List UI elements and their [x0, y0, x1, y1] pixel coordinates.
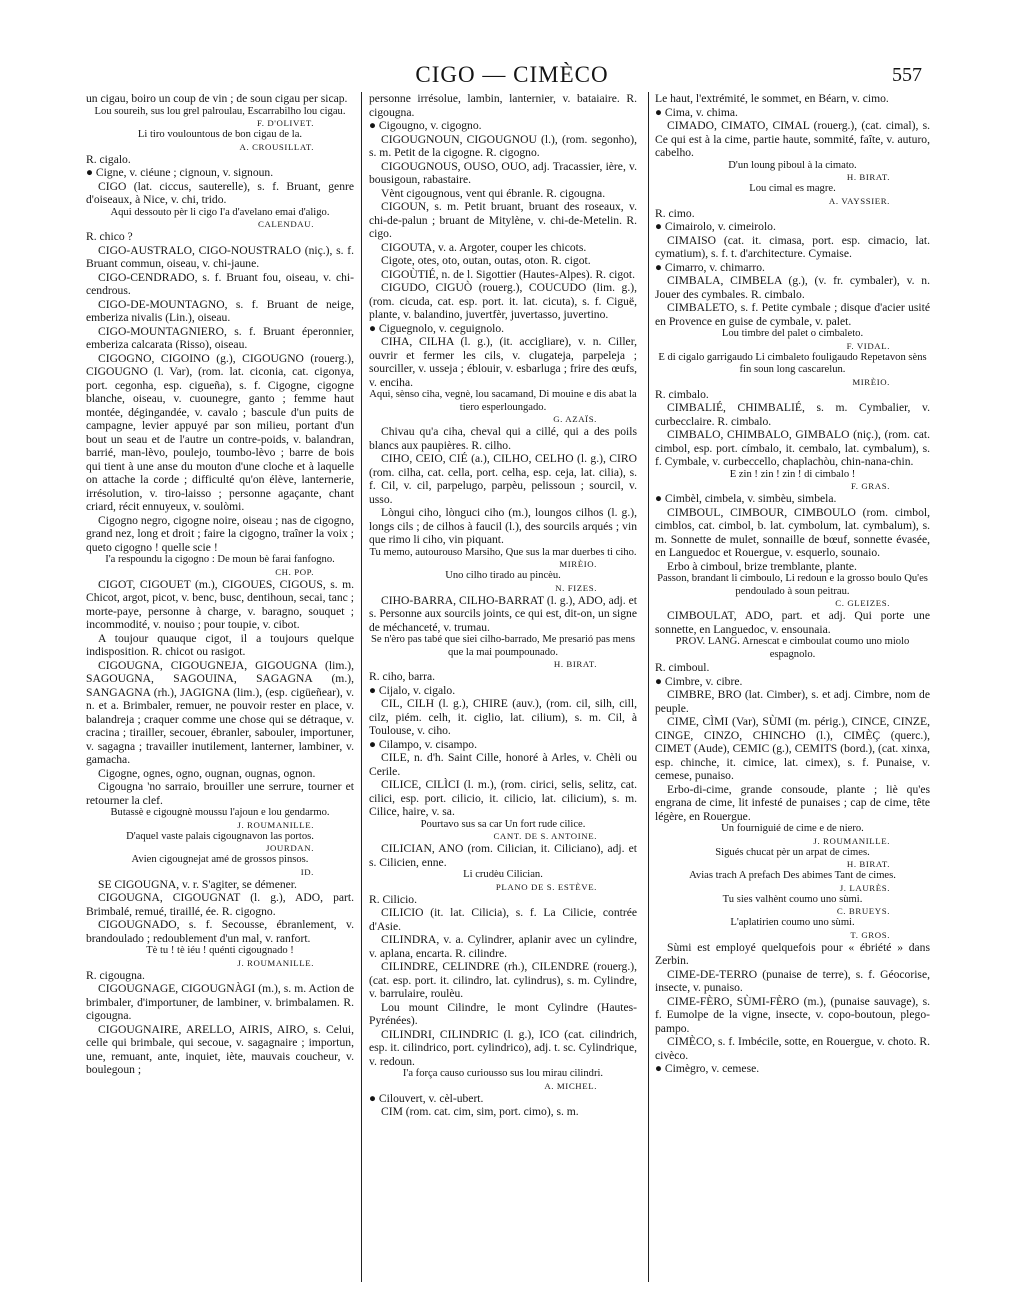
quotation: Un fourniguié de cime e de niero.: [721, 823, 864, 834]
dictionary-entry: Lou mount Cilindre, le mont Cylindre (Hautes-Pyrénées).: [369, 1000, 637, 1027]
quotation: Lou cimal es magre.: [749, 183, 836, 194]
dictionary-entry: Cigougna 'no sarraio, brouiller une serrure, tourner et retourner la clef.: [86, 780, 354, 807]
dictionary-entry: SE CIGOUGNA, v. r. S'agiter, se démener.: [98, 877, 297, 891]
dictionary-entry: CIHA, CILHA (l. g.), (it. accigliare), v. n. Ciller, ouvrir et fermer les cils, v. clugateja, parpeleja ; sourciller, v. usseja ; éblouir, v. esbarluga ; frire des œufs, v. enciha.: [369, 335, 637, 389]
dictionary-entry: CIMBALO, CHIMBALO, GIMBALO (niç.), (rom. cat. cimbol, esp. port. címbalo, it. cembalo, lat. cymbalum), s. f. Cymbale, v. curbeccello, chaplachòu, chin-nana-chin.: [655, 428, 930, 468]
dictionary-entry: Chivau qu'a ciha, cheval qui a cillé, qui a des poils blancs aux paupières. R. cilho.: [369, 425, 637, 452]
quotation: Aqui, sènso ciha, vegnè, lou sacamand, Di mouine e dis abat la tiero esperloungado.: [369, 389, 637, 413]
etymology-reference: R. cimbalo.: [655, 387, 709, 401]
quotation: Tu sies valhènt coumo uno sùmi.: [722, 893, 863, 905]
quote-attribution: MIRÈIO.: [852, 376, 890, 387]
dictionary-entry: CIGOUGNA, CIGOUGNAT (l. g.), ADO, part. Brimbalé, remué, tiraillé, ée. R. cigogno.: [86, 891, 354, 918]
quotation: Lou timbre del palet o cimbaleto.: [721, 328, 864, 339]
cross-reference: ● Cilouvert, v. cèl-ubert.: [369, 1091, 484, 1105]
etymology-reference: R. ciho, barra.: [369, 670, 435, 683]
quotation: E di cigalo garrigaudo Li cimbaleto fouligaudo Repetavon sèns fin soun long cascarelun.: [658, 351, 927, 375]
dictionary-entry: CIMBALETO, s. f. Petite cymbale ; disque d'acier usité en Provence en guise de cymbale, v. palet.: [655, 301, 930, 328]
cross-reference: ● Cima, v. chima.: [655, 105, 738, 119]
column-divider: [648, 92, 649, 1282]
dictionary-entry: CIGOUN, s. m. Petit bruant, bruant des roseaux, v. chi-de-palun ; bruant de Mitylène, v. chi-de-Metelin. R. cigo.: [369, 200, 637, 240]
etymology-reference: R. chico ?: [86, 230, 133, 243]
dictionary-entry: CIGOUGNA, CIGOUGNEJA, GIGOUGNA (lim.), SAGOUGNA, SAGOUINA, SAGAGNA (m.), SANGAGNA (rh.), JAGIGNA (lim.), (esp. cigüeñear), v. n. et a. Brimbaler, remuer, ne pouvoir rester en place, v. balandreja ; craquer comme une chose qui se détraque, v. cracina ; tirailler, secouer, ébranler, sabouler, importuner, v. sagagna ; travailler inutilement, lanterner, lambiner, v. gamacha.: [86, 658, 354, 766]
dictionary-entry: CIGUDO, CIGUÒ (rouerg.), COUCUDO (lim. g.), (rom. cicuda, cat. esp. port. it. lat. cicuta), s. f. Ciguë, plante, v. balandino, juvertfèr, juvertasso, juvertino.: [369, 281, 637, 321]
dictionary-entry: Le haut, l'extrémité, le sommet, en Béarn, v. cimo.: [655, 92, 889, 105]
quotation: Avien cigougnejat amé de grossos pinsos.: [131, 854, 309, 865]
quote-attribution: A. VAYSSIER.: [828, 195, 890, 206]
dictionary-entry: CIGOUGNOUN, CIGOUGNOU (l.), (rom. segonho), s. m. Petit de la cigogne. R. cigogno.: [369, 132, 637, 159]
quote-attribution: J. LAURÈS.: [839, 882, 890, 893]
quote-attribution: N. FIZES.: [555, 582, 597, 593]
quotation: Tè tu ! tè iéu ! quénti cigougnado !: [146, 945, 294, 956]
quotation: Pourtavo sus sa car Un fort rude cilice.: [420, 818, 586, 830]
etymology-reference: R. cimboul.: [655, 661, 710, 674]
quote-attribution: JOURDAN.: [265, 843, 314, 853]
cross-reference: ● Cimbèl, cimbela, v. simbèu, simbela.: [655, 492, 837, 505]
quotation: Uno cilho tirado au pincèu.: [445, 570, 561, 581]
quote-attribution: F. VIDAL.: [846, 340, 890, 351]
dictionary-entry: A toujour quauque cigot, il a toujours quelque indisposition. R. chicot ou rasigot.: [86, 631, 354, 658]
quotation: D'aquel vaste palais cigougnavon las portos.: [126, 830, 314, 842]
quotation: I'a força causo curiousso sus lou mirau cilindri.: [402, 1068, 604, 1079]
cross-reference: ● Cimairolo, v. cimeirolo.: [655, 220, 776, 233]
dictionary-entry: Erbo-di-cime, grande consoude, plante ; liè qu'es engrana de cime, lit infesté de punaises ; cap de cime, tête légère, en Rouergue.: [655, 782, 930, 823]
quote-attribution: J. ROUMANILLE.: [237, 957, 314, 968]
dictionary-entry: CIMBRE, BRO (lat. Cimber), s. et adj. Cimbre, nom de peuple.: [655, 688, 930, 715]
quote-attribution: CH. POP.: [275, 566, 314, 577]
dictionary-entry: CILINDRI, CILINDRIC (l. g.), ICO (cat. cilindrich, esp. it. cilindrico, port. cylindrico), adj. t. sc. Cylindrique, v. redoun.: [369, 1027, 637, 1068]
quote-attribution: MIRÈIO.: [559, 559, 597, 569]
dictionary-entry: Cigogne, ognes, ogno, ougnan, ougnas, ognon.: [98, 766, 316, 780]
quote-attribution: T. GROS.: [850, 929, 890, 940]
quote-attribution: J. ROUMANILLE.: [237, 819, 314, 830]
dictionary-entry: CIGO-MOUNTAGNIERO, s. f. Bruant éperonnier, emberiza calcarata (Risso), oiseau.: [86, 324, 354, 351]
quotation: Li crudèu Cilician.: [463, 869, 543, 880]
quotation: D'un loung piboul à la cimato.: [728, 159, 857, 171]
quote-attribution: J. ROUMANILLE.: [813, 835, 890, 846]
dictionary-entry: CIGOUGNOUS, OUSO, OUO, adj. Tracassier, ière, v. bousigoun, rabastaire.: [369, 159, 637, 186]
quote-attribution: ID.: [300, 866, 314, 877]
quotation: I'a respoundu la cigogno : De moun bè farai fanfogno.: [105, 554, 335, 565]
dictionary-entry: CIMAISO (cat. it. cimasa, port. esp. cimacio, lat. cymatium), s. f. t. d'architecture. Cymaise.: [655, 233, 930, 260]
quote-attribution: A. MICHEL.: [544, 1080, 597, 1091]
etymology-reference: R. cigalo.: [86, 152, 131, 166]
quotation: Aqui dessouto pèr li cigo I'a d'avelano emai d'aligo.: [110, 206, 330, 218]
dictionary-entry: CIME-FÈRO, SÙMI-FÈRO (m.), (punaise sauvage), s. f. Eumolpe de la vigne, insecte, v. copo-boutoun, plego-pampo.: [655, 994, 930, 1035]
dictionary-entry: CIGO (lat. ciccus, sauterelle), s. f. Bruant, genre d'oiseaux, à Nice, v. chi, trido.: [86, 179, 354, 206]
dictionary-entry: CIGO-DE-MOUNTAGNO, s. f. Bruant de neige, emberiza nivalis (Lin.), oiseau.: [86, 297, 354, 324]
dictionary-entry: Cigogno negro, cigogne noire, oiseau ; nas de cigogno, grand nez, long et droit ; faire la cigogno, traîner la voix ; queto cigogno ! quelle scie !: [86, 513, 354, 554]
page-number: 557: [892, 64, 922, 86]
dictionary-column-right: [655, 92, 930, 1282]
etymology-reference: R. cimo.: [655, 206, 695, 220]
cross-reference: ● Cilampo, v. cisampo.: [369, 737, 478, 751]
dictionary-column-left: [86, 92, 354, 1282]
dictionary-entry: CIGOUGNADO, s. f. Secousse, ébranlement, v. brandoulado ; redoublement d'un mal, v. ranfort.: [86, 918, 354, 945]
quotation: L'aplatirien coumo uno sùmi.: [730, 917, 855, 928]
dictionary-column-middle: [369, 92, 637, 1282]
running-header: [0, 58, 1024, 92]
dictionary-entry: CIGOUGNAIRE, ARELLO, AIRIS, AIRO, s. Celui, celle qui brimbale, qui secoue, v. sagagnaire ; importun, une, remuant, ante, inquiet, iète, mauvais coucheur, v. boulegoun ;: [86, 1022, 354, 1076]
cross-reference: ● Ciguegnolo, v. ceguignolo.: [369, 321, 505, 335]
dictionary-entry: CIMBALA, CIMBELA (g.), (v. fr. cymbaler), v. n. Jouer des cymbales. R. cimbalo.: [655, 274, 930, 301]
quotation: Tu memo, autourouso Marsiho, Que sus la mar duerbes ti ciho.: [369, 546, 637, 558]
cross-reference: ● Cimarro, v. chimarro.: [655, 260, 765, 274]
cross-reference: ● Cigne, v. ciéune ; cignoun, v. signoun.: [86, 166, 274, 179]
quotation: E zin ! zin ! zin ! di cimbalo !: [729, 468, 856, 480]
quote-attribution: A. CROUSILLAT.: [239, 141, 314, 152]
quotation: Butassè e cigougnè moussu l'ajoun e lou gendarmo.: [110, 807, 330, 818]
dictionary-entry: CIMBOUL, CIMBOUR, CIMBOULO (rom. cimbol, cimblos, cat. cimbol, b. lat. cymbolum, lat. cymbalum), s. m. Sonnette de mulet, sonnaille de bœuf, sonnette évasée, en Languedoc et Rouergue, v. esquerlo, sounaio.: [655, 505, 930, 559]
dictionary-entry: CIGOÙTIÉ, n. de l. Sigottier (Hautes-Alpes). R. cigot.: [381, 267, 636, 281]
dictionary-entry: CILINDRE, CELINDRE (rh.), CILENDRE (rouerg.), (cat. esp. port. it. cilindro, lat. cylindrus), s. m. Cylindre, v. barrulaire, roulèu.: [369, 960, 637, 1000]
dictionary-entry: CIGOT, CIGOUET (m.), CIGOUES, CIGOUS, s. m. Chicot, argot, picot, v. benc, busc, dentihoun, secai, tanc ; morte-paye, personne à charge, v. baragno, souquet ; incommodité, v. nouiso ; pour toupie, v. cibot.: [86, 577, 354, 631]
quote-attribution: F. D'OLIVET.: [256, 118, 314, 128]
dictionary-entry: un cigau, boiro un coup de vin ; de soun cigau per sicap.: [86, 92, 348, 105]
cross-reference: ● Cijalo, v. cigalo.: [369, 683, 456, 697]
dictionary-entry: CIME-DE-TERRO (punaise de terre), s. f. Géocorise, insecte, v. punaiso.: [655, 967, 930, 994]
dictionary-entry: CIL, CILH (l. g.), CHIRE (auv.), (rom. cil, silh, cill, cilz, piém. celh, it. ciglio, lat. cilium), s. m. Cil, à Toulouse, v. ciho.: [369, 697, 637, 737]
dictionary-entry: Vènt cigougnous, vent qui ébranle. R. cigougna.: [381, 186, 606, 200]
quotation: PROV. LANG. Arnescat e cimboulat coumo uno miolo espagnolo.: [675, 636, 910, 660]
dictionary-entry: CILINDRA, v. a. Cylindrer, aplanir avec un cylindre, v. aplana, encarta. R. cilindre.: [369, 933, 637, 960]
dictionary-entry: Sùmi est employé quelquefois pour « ébriété » dans Zerbin.: [655, 940, 930, 967]
quote-attribution: H. BIRAT.: [846, 172, 890, 182]
quotation: Lou soureih, sus lou grel palroulau, Escarrabilho lou cigau.: [94, 105, 346, 117]
quotation: Passon, brandant li cimboulo, Li redoun e la grosso boulo Qu'es pendoulado à soun peitrau.: [657, 573, 928, 597]
quote-attribution: C. BRUEYS.: [836, 906, 890, 916]
dictionary-entry: CIGOGNO, CIGOINO (g.), CIGOUGNO (rouerg.), CIGOUGNO (l. Var), (rom. lat. ciconia, cat. cigonya, port. cegonha, esp. cigueña), s. f. Cigogne, cigogne blanche, oiseau, v. cuounegre, ganto ; femme haut montée, dégingandée, v. cavalo ; bascule d'un puits de campagne, levier appuyé par son milieu, portant d'un bout un seau et de l'autre un contre-poids, v. balandran, barrié, man-lèvo, poulejo, toumbo-lèvo ; barre de bois qui tient à une anse du mouton d'une cloche et à laquelle on attache la corde ; difficulté qu'on élève, lanternerie, irrésolution, v. tiro-laisso ; personne agaçante, chant criard, récit ennuyeux, v. soulòmi.: [86, 351, 354, 513]
quotation: Sigués chucat pèr un arpat de cimes.: [715, 846, 870, 858]
quote-attribution: C. GLEIZES.: [835, 598, 890, 608]
column-divider: [361, 92, 362, 1282]
quote-attribution: PLANO DE S. ESTÈVE.: [495, 881, 597, 892]
dictionary-entry: Lòngui ciho, lònguci ciho (m.), loungos cilhos (l. g.), longs cils ; de cilhos à faucil (l.), des sourcils arqués ; vin que rimo li ciho, vin piquant.: [369, 506, 637, 546]
dictionary-entry: CIMÈCO, s. f. Imbécile, sotte, en Rouergue, v. choto. R. civèco.: [655, 1035, 930, 1062]
quotation: Se n'èro pas tabé que siei cilho-barrado, Me presarió pas mens que la mai poumpounado.: [370, 634, 636, 658]
quote-attribution: H. BIRAT.: [553, 659, 597, 669]
dictionary-entry: CIGOUTA, v. a. Argoter, couper les chicots.: [381, 240, 587, 254]
dictionary-entry: CIMBALIÉ, CHIMBALIÉ, s. m. Cymbalier, v. curbecclaire. R. cimbalo.: [655, 401, 930, 428]
dictionary-entry: CIGOUGNAGE, CIGOUGNÀGI (m.), s. m. Action de brimbaler, d'importuner, de lambiner, v. brimbalamen. R. cigougna.: [86, 982, 354, 1022]
dictionary-entry: CILE, n. d'h. Saint Cille, honoré à Arles, v. Chèli ou Cerile.: [369, 751, 637, 778]
dictionary-entry: Erbo à cimboul, brize tremblante, plante.: [667, 559, 857, 573]
quote-attribution: CANT. DE S. ANTOINE.: [493, 831, 597, 841]
quote-attribution: F. GRAS.: [850, 481, 890, 491]
dictionary-entry: CIHO, CEIO, CIÉ (a.), CILHO, CELHO (l. g.), CIRO (rom. cilha, cat. cella, port. celha, esp. ceja, lat. cilia), s. f. Cil, v. cil, parpelugo, parpèu, pelissoun ; sourcil, v. usso.: [369, 452, 637, 506]
cross-reference: ● Cimègro, v. cemese.: [655, 1062, 760, 1075]
dictionary-entry: CILICIAN, ANO (rom. Cilician, it. Ciliciano), adj. et s. Cilicien, enne.: [369, 842, 637, 869]
cross-reference: ● Cigougno, v. cigogno.: [369, 119, 482, 132]
cross-reference: ● Cimbre, v. cibre.: [655, 674, 743, 688]
dictionary-entry: CIMADO, CIMATO, CIMAL (rouerg.), (cat. cimal), s. Ce qui est à la cime, partie haute, sommité, faîte, v. auturo, cabelho.: [655, 119, 930, 159]
quotation: Li tiro voulountous de bon cigau de la.: [137, 129, 303, 140]
dictionary-entry: CIGO-CENDRADO, s. f. Bruant fou, oiseau, v. chi-cendrous.: [86, 270, 354, 297]
dictionary-entry: Cigote, otes, oto, outan, outas, oton. R. cigot.: [381, 254, 591, 267]
quotation: Avias trach A prefach Des abimes Tant de cimes.: [689, 870, 896, 881]
quote-attribution: CALENDAU.: [258, 219, 314, 229]
dictionary-entry: CIM (rom. cat. cim, sim, port. cimo), s. m.: [381, 1105, 579, 1118]
dictionary-entry: CIGO-AUSTRALO, CIGO-NOUSTRALO (niç.), s. f. Bruant commun, oiseau, v. chi-jaune.: [86, 243, 354, 270]
dictionary-entry: CILICE, CILÌCI (l. m.), (rom. cirici, selis, selitz, cat. cilici, esp. port. cilicio, it. cilicio, lat. cilicium), s. m. Cilice, haire, v. sa.: [369, 778, 637, 818]
dictionary-entry: CIMBOULAT, ADO, part. et adj. Qui porte une sonnette, en Languedoc, v. ensounaia.: [655, 609, 930, 636]
etymology-reference: R. Cilicio.: [369, 892, 417, 906]
dictionary-entry: CILICIO (it. lat. Cilicia), s. f. La Cilicie, contrée d'Asie.: [369, 906, 637, 933]
quote-attribution: G. AZAÏS.: [553, 414, 597, 424]
dictionary-entry: CIME, CÌMI (Var), SÙMI (m. périg.), CINCE, CINZE, CINGE, CINZO, CHINCHO (l.), CIMÈÇ (querc.), CIMET (Aude), CEMIC (g.), CEMITS (bord.), (cat. xinxa, esp. chinche, it. cimice, lat. cimex), s. f. Punaise, v. cemese, punaiso.: [655, 715, 930, 782]
dictionary-entry: personne irrésolue, lambin, lanternier, v. bataiaire. R. cigougna.: [369, 92, 637, 119]
quote-attribution: H. BIRAT.: [846, 859, 890, 869]
etymology-reference: R. cigougna.: [86, 968, 145, 982]
page-title: CIGO — CIMÈCO: [415, 62, 609, 87]
dictionary-entry: CIHO-BARRA, CILHO-BARRAT (l. g.), ADO, adj. et s. Personne aux sourcils joints, ce qui est, dit-on, un signe de méchanceté, v. trumau.: [369, 593, 637, 634]
